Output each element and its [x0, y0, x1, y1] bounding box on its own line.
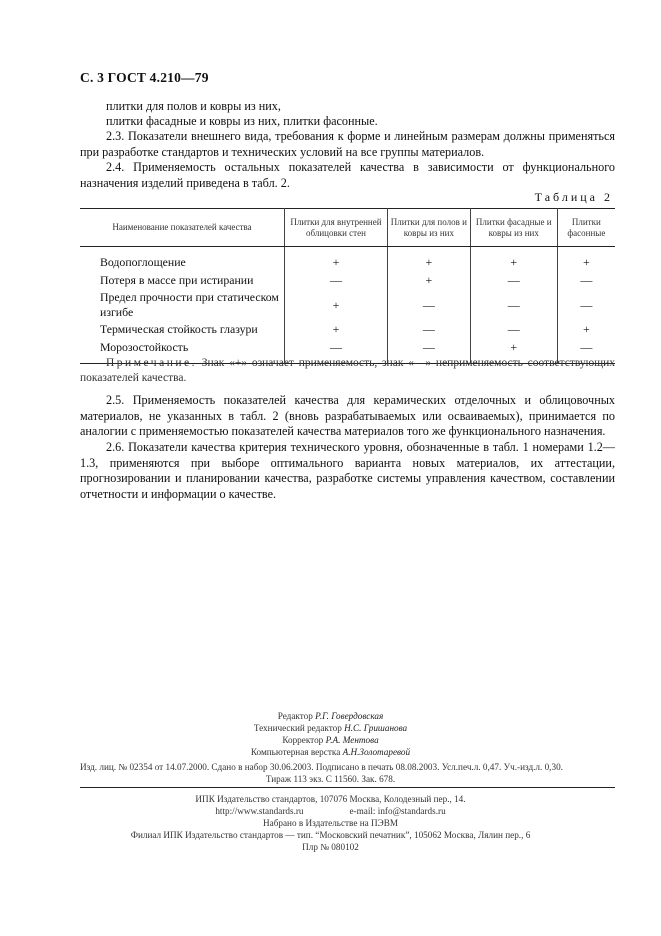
cell-mark: — — [557, 339, 615, 364]
note-text: Знак «+» означает применяемость, знак «—» неприменяемость соответствующих показателей качества. — [80, 357, 615, 384]
cell-mark: — — [557, 290, 615, 320]
footer-typeset: Набрано в Издательстве на ПЭВМ — [262, 818, 399, 828]
row-name: Морозостойкость — [100, 340, 189, 355]
cell-mark: — — [557, 272, 615, 291]
table-note — [80, 356, 615, 386]
cell-mark: — — [470, 272, 557, 291]
footer-printer: Филиал ИПК Издательство стандартов — тип. “Московский печатник”, 105062 Москва, Лялин пер., 6 — [130, 830, 531, 840]
quality-indicators-table — [80, 208, 615, 364]
cell-mark: — — [470, 320, 557, 339]
corrector-name: Р.А. Ментова — [325, 735, 379, 745]
row-name: Потеря в массе при истирании — [100, 273, 254, 288]
editor-line — [0, 710, 661, 722]
publication-line-2: Тираж 113 экз. С 11560. Зак. 678. — [265, 774, 396, 784]
cell-mark: + — [470, 339, 557, 364]
row-name: Термическая стойкость глазури — [100, 321, 258, 336]
cell-mark: — — [285, 339, 388, 364]
corrector-label: Корректор — [282, 735, 324, 745]
cell-mark: + — [387, 247, 470, 272]
cell-mark: + — [285, 247, 388, 272]
footer-license: Плр № 080102 — [302, 842, 359, 852]
row-name: Предел прочности при статическом изгибе — [100, 290, 279, 319]
layout-label: Компьютерная верстка — [250, 747, 341, 757]
table-row — [80, 272, 615, 291]
header-facade-tiles: Плитки фасадные и ковры из них — [470, 209, 557, 247]
cell-mark: + — [557, 320, 615, 339]
cell-mark: + — [470, 247, 557, 272]
header-indicator-name: Наименование показателей качества — [80, 209, 285, 247]
footer-divider — [80, 787, 615, 788]
footer-publisher: ИПК Издательство стандартов, 107076 Москва, Колодезный пер., 14. — [195, 794, 466, 804]
cell-mark: — — [387, 290, 470, 320]
cell-mark: + — [285, 290, 388, 320]
row-name: Водопоглощение — [100, 254, 186, 269]
paragraph-facade-tiles: плитки фасадные и ковры из них, плитки фасонные. — [106, 114, 378, 128]
layout-name: А.Н.Золотаревой — [342, 747, 411, 757]
corrector-line — [0, 734, 661, 746]
paragraph-2-3: 2.3. Показатели внешнего вида, требования к форме и линейным размерам должны применяться при разработке стандартов и технических условий на все группы материалов. — [80, 129, 615, 159]
paragraph-2-5: 2.5. Применяемость показателей качества для керамических отделочных и облицовочных материалов, не указанных в табл. 2 (вновь разрабатываемых или осваиваемых), принимается по аналогии с применяемостью показателей качества материалов того же функционального назначения. — [80, 393, 615, 439]
tech-editor-line — [0, 722, 661, 734]
paragraph-floor-tiles: плитки для полов и ковры из них, — [106, 99, 281, 113]
layout-line — [0, 746, 661, 758]
cell-mark: — — [387, 339, 470, 364]
cell-mark: + — [387, 272, 470, 291]
tech-editor-label: Технический редактор — [253, 723, 342, 733]
paragraph-2-6: 2.6. Показатели качества критерия технического уровня, обозначенные в табл. 1 номерами 1.2—1.3, применяются при выборе оптимального варианта новых материалов, их аттестации, прогнозировании и планировании качества, разработке системы управления качеством, составлении отчетности и информации о качестве. — [80, 440, 615, 501]
header-wall-tiles: Плитки для внутренней облицовки стен — [285, 209, 388, 247]
editor-label: Редактор — [277, 711, 313, 721]
cell-mark: + — [285, 320, 388, 339]
publication-line-1: Изд. лиц. № 02354 от 14.07.2000. Сдано в набор 30.06.2003. Подписано в печать 08.08.2003. Усл.печ.л. 0,47. Уч.-изд.л. 0,30. — [80, 762, 563, 772]
table-row — [80, 290, 615, 320]
footer-web: http://www.standards.ru e-mail: info@standards.ru — [215, 806, 446, 816]
cell-mark: — — [470, 290, 557, 320]
editor-name: Р.Г. Говердовская — [315, 711, 384, 721]
header-shaped-tiles: Плитки фасонные — [557, 209, 615, 247]
note-label: Примечание. — [106, 357, 197, 369]
cell-mark: — — [285, 272, 388, 291]
table-row — [80, 320, 615, 339]
tech-editor-name: Н.С. Гришанова — [344, 723, 408, 733]
paragraph-2-4: 2.4. Применяемость остальных показателей качества в зависимости от функционального назначения изделий приведена в табл. 2. — [80, 160, 615, 190]
cell-mark: + — [557, 247, 615, 272]
header-floor-tiles: Плитки для полов и ковры из них — [387, 209, 470, 247]
cell-mark: — — [387, 320, 470, 339]
table-caption: Таблица 2 — [534, 190, 613, 204]
table-header-row — [80, 209, 615, 247]
page-header: С. 3 ГОСТ 4.210—79 — [80, 70, 209, 85]
table-row — [80, 247, 615, 272]
